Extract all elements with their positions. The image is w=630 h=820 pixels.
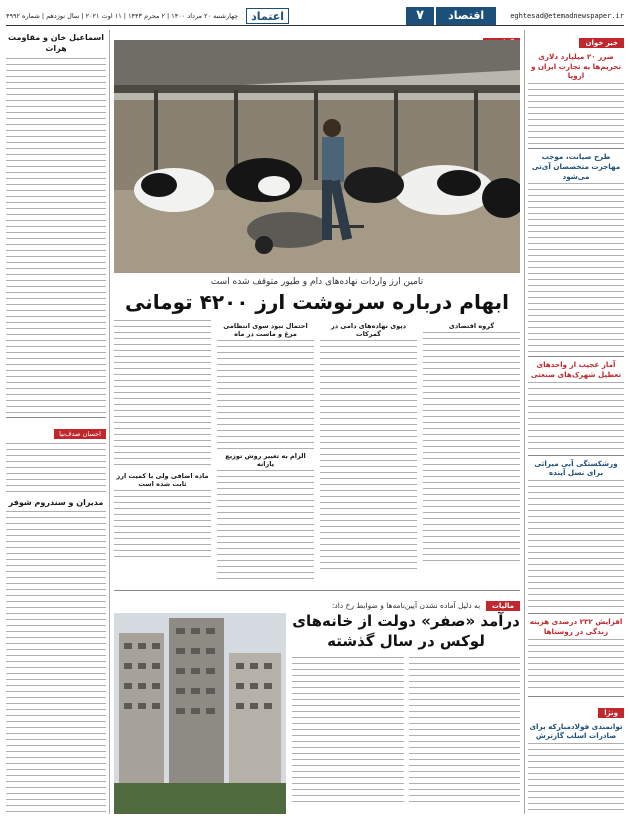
divider: [528, 148, 624, 149]
article-text: [114, 490, 211, 560]
divider: [6, 417, 106, 418]
main-text-columns: [114, 320, 520, 580]
article-text: [528, 480, 624, 610]
date-line: چهارشنبه ۲۰ مرداد ۱۴۰۰ | ۲ محرم ۱۴۴۳ | ۱۱ اوت ۲۰۲۱ | سال نوزدهم | شماره ۴۹۹۲: [6, 11, 239, 20]
article-text: [528, 382, 624, 452]
news-headline: توانمندی فولادمبارکه برای صادرات اسلب گازترش: [529, 721, 623, 741]
subhead: ماده اضافی ولی با کمیت ارز ثابت شده است: [116, 472, 209, 488]
article-text: [528, 639, 624, 693]
subhead: احتمال نبود سوی انتظامی مرغ و ماست در ماه: [223, 322, 308, 338]
article-text: [528, 83, 624, 145]
divider: [528, 356, 624, 357]
divider: [528, 455, 624, 456]
section-title: اقتصاد: [436, 7, 496, 25]
text-column: [217, 320, 314, 580]
page-number: ۷: [406, 7, 434, 25]
header-left: [406, 7, 624, 25]
subhead: گروه اقتصادی: [448, 322, 495, 330]
news-digest-tag: خبر خوان: [579, 38, 624, 48]
article-text: [409, 657, 521, 807]
news-headline: افزایش ۲۳۲ درصدی هزینه زندگی در روستاها: [529, 617, 623, 636]
article-text: [528, 183, 624, 353]
farm-photo: [114, 40, 520, 273]
story-supertitle: به دلیل آماده نشدن آیین‌نامه‌ها و ضوابط رخ داد:: [331, 601, 481, 610]
main-headline: ابهام درباره سرنوشت ارز ۴۲۰۰ تومانی: [124, 290, 510, 314]
photo-caption: تامین ارز واردات نهاده‌های دام و طیور متوقف شده است: [210, 277, 424, 287]
section-tag: ونژا: [598, 708, 624, 718]
article-text: [423, 332, 520, 562]
author-tag: احسان صدف‌نیا: [54, 429, 106, 439]
article-text: [114, 320, 211, 470]
text-column: [320, 320, 417, 580]
news-headline: آمار عجیب از واحدهای تعطیل شهرک‌های صنعتی: [530, 360, 622, 380]
tax-story-text: [292, 597, 520, 807]
header-email: eghtesad@etemadnewspaper.ir: [510, 11, 624, 20]
main-story: [114, 30, 520, 814]
article-text: [528, 743, 624, 814]
news-headline: طرح صیانت، موجب مهاجرت متخصصان آی‌تی می‌شود: [531, 152, 621, 181]
right-news-column: [524, 30, 624, 814]
tax-tag: مالیات: [486, 601, 520, 611]
divider: [528, 696, 624, 697]
header-right: [6, 7, 289, 25]
article-text: [6, 511, 106, 814]
opinion-headline: مدیران و سندروم شوفر: [8, 497, 104, 507]
news-headline: ورشکستگی آبی میراثی برای نسل آینده: [534, 458, 618, 478]
article-text: [292, 657, 404, 807]
article-text: [320, 340, 417, 570]
divider: [528, 613, 624, 614]
tax-story: [114, 590, 520, 814]
article-text: [217, 470, 314, 580]
article-text: [6, 58, 106, 414]
opinion-headline: اسماعیل خان و مقاومت هرات: [8, 33, 104, 53]
tax-text-columns: [292, 657, 520, 807]
left-opinion-column: [6, 30, 110, 814]
article-text: [6, 443, 106, 495]
article-text: [217, 340, 314, 450]
apartment-towers-illustration: [114, 613, 286, 814]
newspaper-logo: اعتماد: [246, 8, 289, 24]
tax-headline: درآمد «صفر» دولت از خانه‌های لوکس در سال گذشته: [292, 612, 520, 650]
subhead: دپوی نهاده‌های دامی در گمرکات: [330, 322, 407, 338]
subhead: الزام به تغییر روش توزیع یارانه: [225, 452, 306, 468]
text-column: [423, 320, 520, 580]
buildings-photo: [114, 613, 286, 814]
news-headline: ضرر ۲۰ میلیارد دلاری تحریم‌ها به تجارت ایران و اروپا: [530, 52, 622, 81]
page-header: [6, 6, 624, 26]
cattle-barn-illustration: [114, 40, 520, 273]
text-column: [114, 320, 211, 580]
